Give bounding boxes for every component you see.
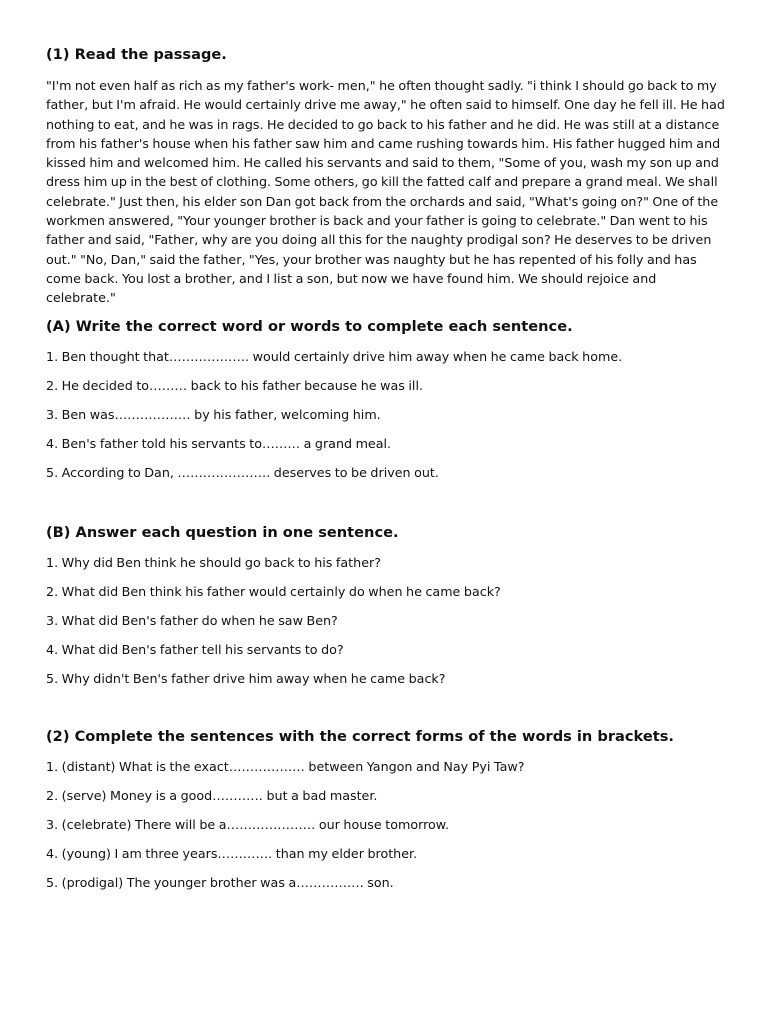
section-2-heading: (2) Complete the sentences with the correct forms of the words in brackets. xyxy=(46,728,674,745)
passage-line: nothing to eat, and he was in rags. He decided to go back to his father and he did. He was still at a distance xyxy=(46,116,720,132)
section-b-item: 3. What did Ben's father do when he saw Ben? xyxy=(46,613,338,628)
passage-line: out." "No, Dan," said the father, "Yes, your brother was naughty but he has repented of his folly and has xyxy=(46,251,697,267)
section-b-item: 2. What did Ben think his father would certainly do when he came back? xyxy=(46,584,501,599)
section-b-item: 4. What did Ben's father tell his servants to do? xyxy=(46,642,344,657)
read-passage-heading: (1) Read the passage. xyxy=(46,46,227,63)
section-a-item: 1. Ben thought that………………. would certainly drive him away when he came back home. xyxy=(46,349,623,364)
passage-line: from his father's house when his father saw him and came rushing towards him. His father hugged him and xyxy=(46,135,721,151)
passage-line: celebrate." xyxy=(46,290,116,306)
passage-line: celebrate." Just then, his elder son Dan got back from the orchards and said, "What's going on?" One of the xyxy=(46,193,719,209)
section-a-heading: (A) Write the correct word or words to complete each sentence. xyxy=(46,318,573,335)
section-2-item: 2. (serve) Money is a good………… but a bad master. xyxy=(46,788,378,803)
section-a-item: 4. Ben's father told his servants to……… a grand meal. xyxy=(46,436,392,451)
passage-line: kissed him and welcomed him. He called his servants and said to them, "Some of you, wash my son up and xyxy=(46,155,719,171)
section-b-heading: (B) Answer each question in one sentence. xyxy=(46,524,399,541)
passage-line: father, but I'm afraid. He would certainly drive me away," he often said to himself. One day he fell ill. He had xyxy=(46,97,725,113)
section-2-item: 3. (celebrate) There will be a………………… our house tomorrow. xyxy=(46,817,450,832)
section-b-item: 1. Why did Ben think he should go back to his father? xyxy=(46,555,381,570)
section-2-item: 4. (young) I am three years…………. than my elder brother. xyxy=(46,846,418,861)
section-a-item: 5. According to Dan, …………………. deserves to be driven out. xyxy=(46,465,439,480)
passage-line: workmen answered, "Your younger brother is back and your father is going to celebrate." Dan went to his xyxy=(46,213,708,229)
passage-line: dress him up in the best of clothing. Some others, go kill the fatted calf and prepare a grand meal. We shall xyxy=(46,174,718,190)
section-a-item: 2. He decided to……… back to his father because he was ill. xyxy=(46,378,424,393)
passage-text xyxy=(46,76,734,308)
section-2-item: 5. (prodigal) The younger brother was a……………. son. xyxy=(46,875,394,890)
passage-line: come back. You lost a brother, and I list a son, but now we have found him. We should rejoice and xyxy=(46,270,657,286)
section-b-item: 5. Why didn't Ben's father drive him away when he came back? xyxy=(46,671,446,686)
passage-line: "I'm not even half as rich as my father's work- men," he often thought sadly. "i think I should go back to my xyxy=(46,78,717,93)
section-2-item: 1. (distant) What is the exact……………… between Yangon and Nay Pyi Taw? xyxy=(46,759,525,774)
passage-line: father and said, "Father, why are you doing all this for the naughty prodigal son? He deserves to be driven xyxy=(46,232,712,248)
section-a-item: 3. Ben was……………… by his father, welcoming him. xyxy=(46,407,381,422)
